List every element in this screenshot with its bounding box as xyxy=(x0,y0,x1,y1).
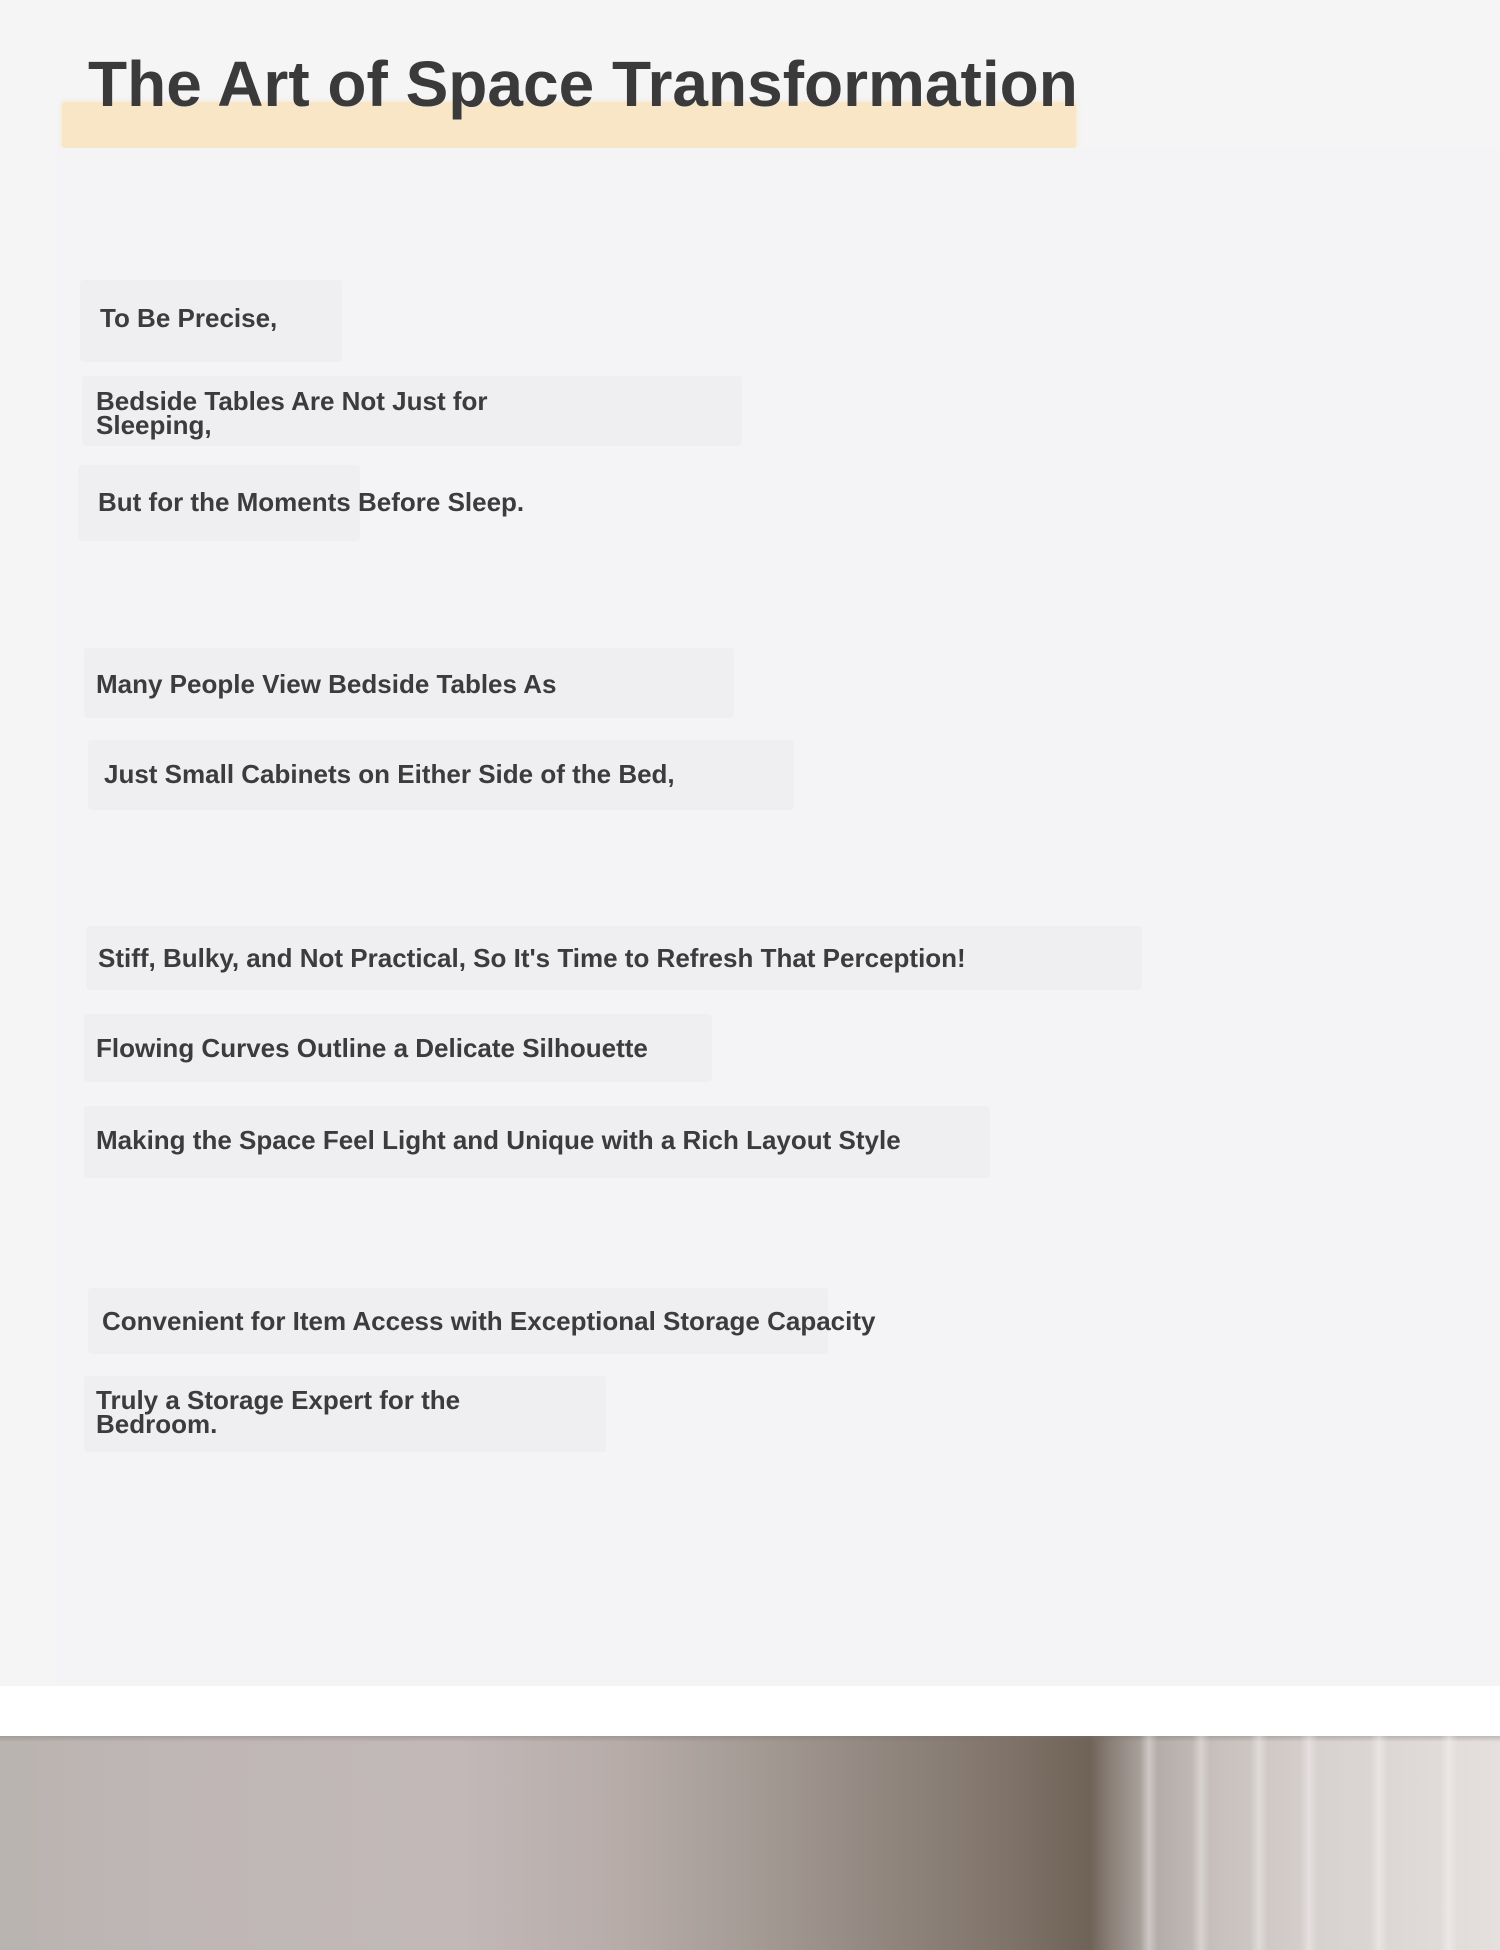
text-line-small-cabinets: Just Small Cabinets on Either Side of the Bed, xyxy=(104,759,675,789)
curtain-fold xyxy=(1250,1736,1268,1950)
curtain-fold xyxy=(1440,1736,1458,1950)
curtain-fold xyxy=(1192,1736,1210,1950)
text-line-moments-before-sleep: But for the Moments Before Sleep. xyxy=(98,487,525,517)
section-divider-band xyxy=(0,1686,1500,1736)
text-line-flowing-curves: Flowing Curves Outline a Delicate Silhouette xyxy=(96,1033,648,1063)
curtain-fold xyxy=(1370,1736,1388,1950)
title-block xyxy=(62,30,1076,148)
text-line-to-be-precise: To Be Precise, xyxy=(100,303,278,333)
text-line-storage-expert: Truly a Storage Expert for the Bedroom. xyxy=(96,1385,461,1439)
text-line-many-people-view: Many People View Bedside Tables As xyxy=(96,669,557,699)
text-line-convenient-storage: Convenient for Item Access with Exceptional Storage Capacity xyxy=(102,1306,876,1336)
text-line-stiff-bulky: Stiff, Bulky, and Not Practical, So It's Time to Refresh That Perception! xyxy=(98,943,966,973)
text-line-space-light-unique: Making the Space Feel Light and Unique with a Rich Layout Style xyxy=(96,1125,901,1155)
text-line-bedside-not-just-sleeping: Bedside Tables Are Not Just for Sleeping, xyxy=(96,386,488,440)
photo-top-shade xyxy=(0,1736,1500,1742)
page-title: The Art of Space Transformation xyxy=(88,48,1078,120)
curtain-fold xyxy=(1140,1736,1158,1950)
curtain-fold xyxy=(1300,1736,1318,1950)
bedroom-photo xyxy=(0,1736,1500,1950)
